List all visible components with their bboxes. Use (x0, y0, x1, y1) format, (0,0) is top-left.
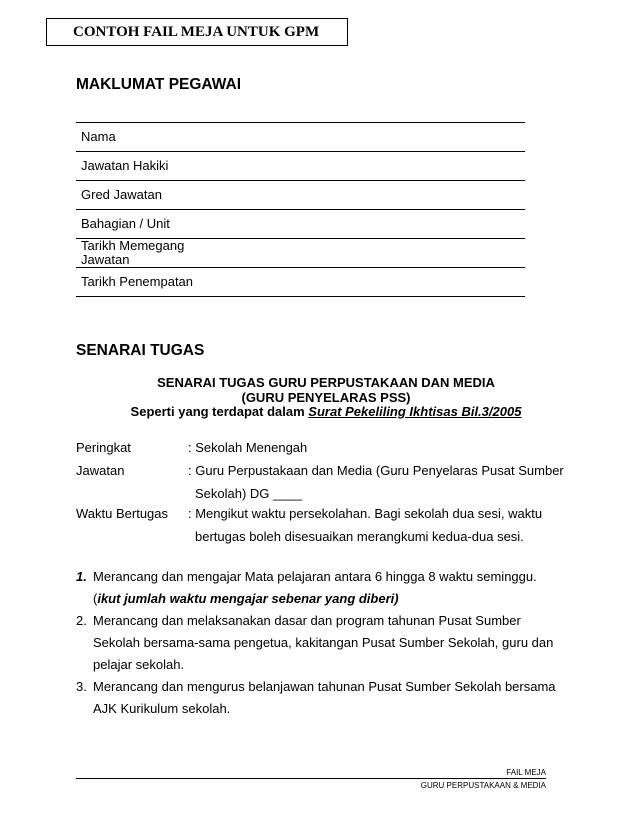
field-value (188, 459, 568, 505)
footer-label: FAIL MEJA (506, 768, 546, 777)
duty-title-line1: SENARAI TUGAS GURU PERPUSTAKAAN DAN MEDIA (157, 375, 495, 390)
info-label: Jawatan Hakiki (81, 158, 169, 173)
info-label: Bahagian / Unit (81, 216, 170, 231)
task-item (76, 610, 566, 676)
document-title: CONTOH FAIL MEJA UNTUK GPM (46, 18, 348, 46)
footer-sublabel: GURU PERPUSTAKAAN & MEDIA (420, 781, 546, 790)
task-item (76, 676, 566, 720)
task-text: Merancang dan mengajar Mata pelajaran antara 6 hingga 8 waktu seminggu. ( (93, 569, 537, 606)
field-key: Waktu Bertugas (76, 506, 169, 521)
officer-info-table (76, 122, 525, 297)
info-label-line: Tarikh Memegang (81, 238, 185, 253)
info-row-bahagian-unit (76, 210, 525, 239)
duty-list-title (76, 376, 576, 420)
field-value-line: : Guru Perpustakaan dan Media (Guru Penyelaras Pusat Sumber (188, 463, 564, 478)
field-value-line: bertugas boleh disesuaikan merangkumi kedua-dua sesi. (195, 529, 524, 544)
task-text: Merancang dan melaksanakan dasar dan program tahunan Pusat Sumber Sekolah bersama-sama pengetua, kakitangan Pusat Sumber Sekolah, guru dan pelajar sekolah. (93, 613, 554, 672)
section-heading-maklumat: MAKLUMAT PEGAWAI (76, 76, 242, 93)
circular-reference: Surat Pekeliling Ikhtisas Bil.3/2005 (308, 404, 522, 419)
info-label: Gred Jawatan (81, 187, 162, 202)
duty-title-line3 (76, 405, 576, 420)
task-emphasis: ikut jumlah waktu mengajar sebenar yang diberi) (97, 591, 399, 606)
field-value: : Sekolah Menengah (188, 440, 308, 455)
field-value-line: : Mengikut waktu persekolahan. Bagi sekolah dua sesi, waktu (188, 506, 543, 521)
footer-divider (76, 778, 546, 779)
task-number: 2. (76, 613, 87, 628)
field-key: Jawatan (76, 463, 125, 478)
field-value-line: Sekolah) DG ____ (195, 486, 302, 501)
task-list (76, 566, 566, 720)
info-label: Tarikh Penempatan (81, 274, 194, 289)
task-text: Merancang dan mengurus belanjawan tahunan Pusat Sumber Sekolah bersama AJK Kurikulum sekolah. (93, 679, 556, 716)
info-row-tarikh-memegang-jawatan (76, 239, 525, 268)
info-row-nama (76, 123, 525, 152)
info-row-tarikh-penempatan (76, 268, 525, 297)
info-label (81, 239, 201, 267)
task-number: 3. (76, 679, 87, 694)
task-number: 1. (76, 569, 87, 584)
duty-title-line2: (GURU PENYELARAS PSS) (241, 389, 411, 405)
info-row-gred-jawatan (76, 181, 525, 210)
task-item (76, 566, 566, 610)
info-label: Nama (81, 129, 116, 144)
info-row-jawatan-hakiki (76, 152, 525, 181)
section-heading-senarai-tugas: SENARAI TUGAS (76, 342, 205, 359)
field-value (188, 502, 568, 548)
duty-title-prefix: Seperti yang terdapat dalam (130, 404, 309, 419)
field-key: Peringkat (76, 440, 131, 455)
info-label-line: Jawatan (81, 252, 130, 267)
